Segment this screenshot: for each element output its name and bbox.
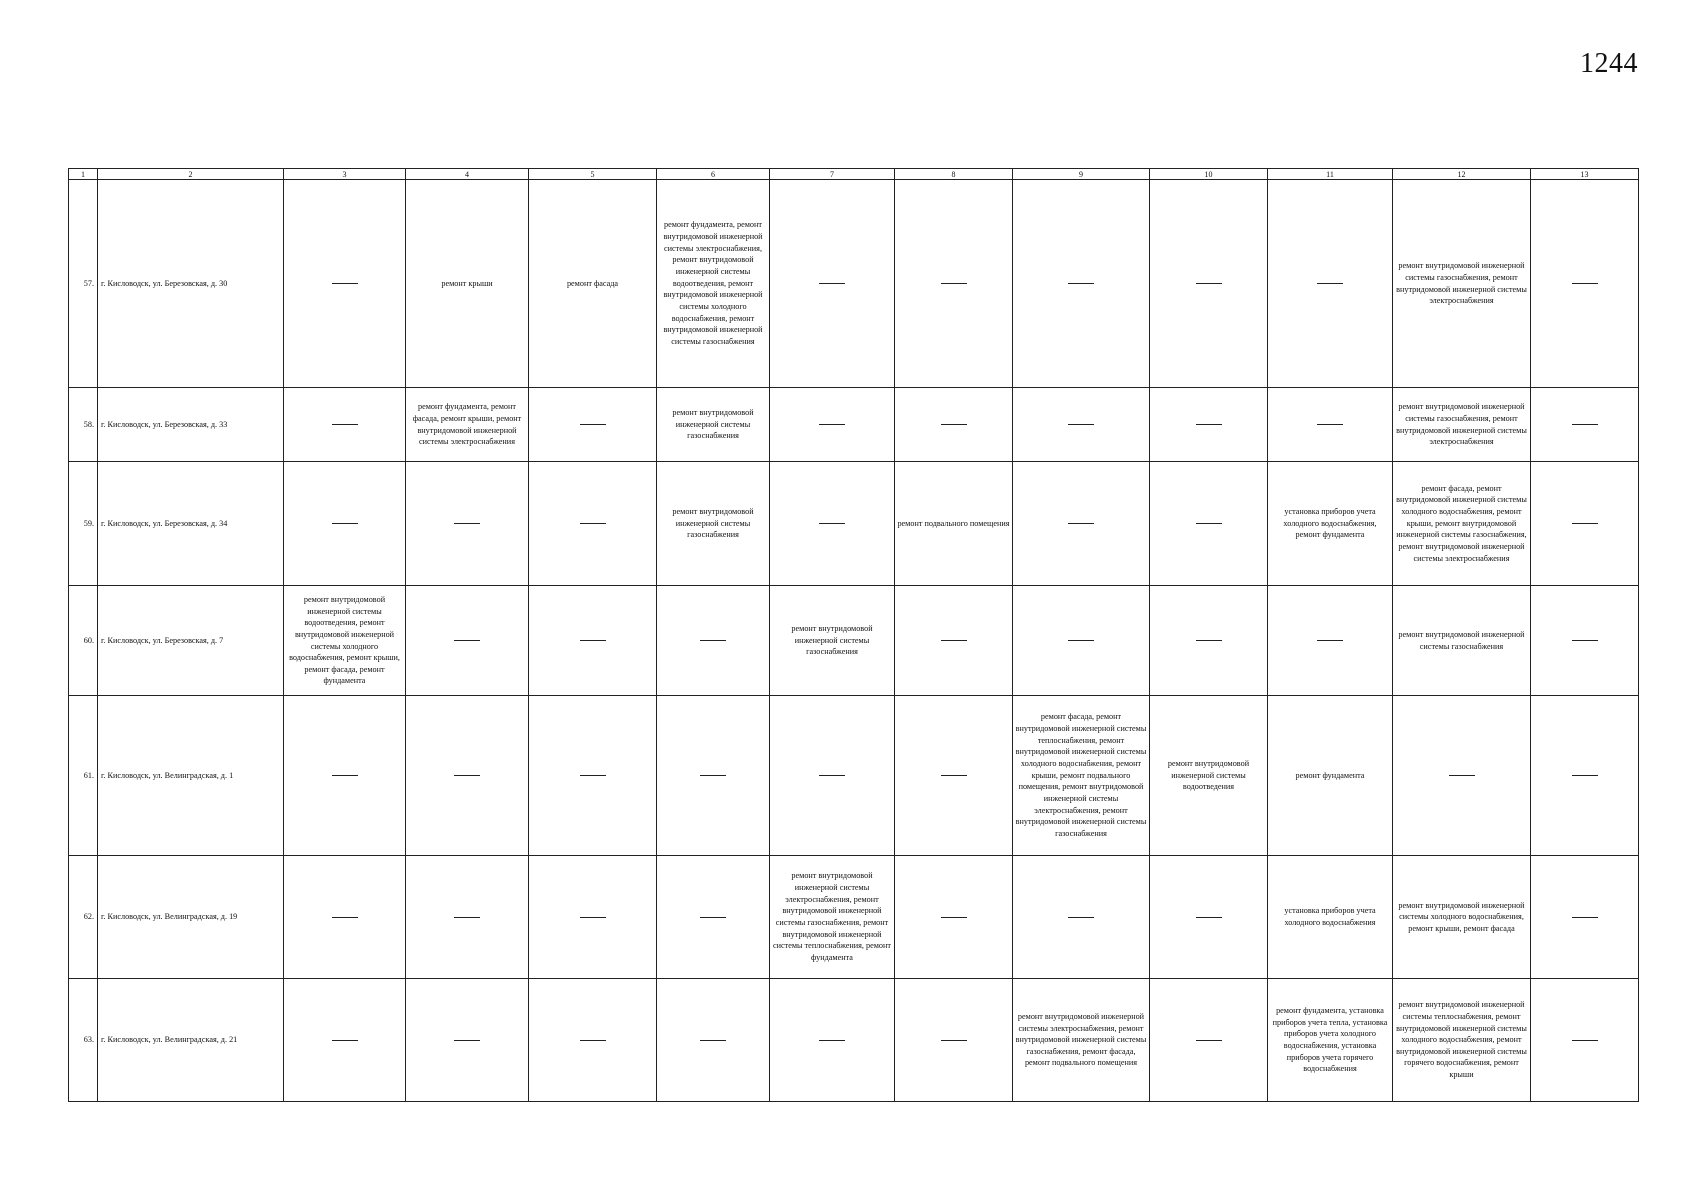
work-cell	[284, 979, 406, 1102]
work-cell: ремонт внутридомовой инженерной системы газоснабжения	[657, 388, 770, 462]
work-cell	[770, 462, 895, 586]
empty-dash	[941, 1040, 967, 1041]
column-header: 11	[1268, 169, 1393, 180]
empty-dash	[941, 775, 967, 776]
empty-dash	[941, 424, 967, 425]
work-cell	[284, 180, 406, 388]
work-cell	[1150, 388, 1268, 462]
empty-dash	[700, 917, 726, 918]
empty-dash	[580, 640, 606, 641]
work-cell	[895, 696, 1013, 856]
empty-dash	[700, 640, 726, 641]
work-cell	[770, 180, 895, 388]
column-header: 4	[406, 169, 529, 180]
work-cell	[1150, 856, 1268, 979]
empty-dash	[580, 523, 606, 524]
empty-dash	[580, 775, 606, 776]
empty-dash	[454, 917, 480, 918]
work-cell: ремонт внутридомовой инженерной системы электроснабжения, ремонт внутридомовой инженерной системы газоснабжения, ремонт внутридомовой инженерной системы теплоснабжения, ремонт фундамента	[770, 856, 895, 979]
table-row	[69, 180, 1639, 388]
work-cell	[1013, 586, 1150, 696]
row-number: 57.	[69, 180, 98, 388]
empty-dash	[332, 424, 358, 425]
work-cell	[284, 388, 406, 462]
column-number-row	[69, 169, 1639, 180]
work-cell	[284, 462, 406, 586]
work-cell	[284, 696, 406, 856]
work-cell	[529, 979, 657, 1102]
table-row	[69, 856, 1639, 979]
work-cell	[1013, 180, 1150, 388]
empty-dash	[332, 283, 358, 284]
empty-dash	[332, 775, 358, 776]
empty-dash	[1317, 640, 1343, 641]
work-cell: ремонт внутридомовой инженерной системы электроснабжения, ремонт внутридомовой инженерной системы газоснабжения, ремонт фасада, ремонт подвального помещения	[1013, 979, 1150, 1102]
address-cell: г. Кисловодск, ул. Березовская, д. 7	[98, 586, 284, 696]
work-cell: ремонт внутридомовой инженерной системы газоснабжения	[770, 586, 895, 696]
empty-dash	[454, 1040, 480, 1041]
work-cell: ремонт внутридомовой инженерной системы холодного водоснабжения, ремонт крыши, ремонт фасада	[1393, 856, 1531, 979]
work-cell	[895, 180, 1013, 388]
empty-dash	[1572, 1040, 1598, 1041]
work-cell	[529, 586, 657, 696]
work-cell: ремонт внутридомовой инженерной системы водоотведения, ремонт внутридомовой инженерной системы холодного водоснабжения, ремонт крыши, ремонт фасада, ремонт фундамента	[284, 586, 406, 696]
work-cell	[1393, 696, 1531, 856]
address-cell: г. Кисловодск, ул. Березовская, д. 34	[98, 462, 284, 586]
page-number: 1244	[1580, 48, 1638, 79]
address-cell: г. Кисловодск, ул. Березовская, д. 30	[98, 180, 284, 388]
empty-dash	[1572, 283, 1598, 284]
empty-dash	[1572, 640, 1598, 641]
empty-dash	[1068, 283, 1094, 284]
empty-dash	[1196, 523, 1222, 524]
work-cell	[657, 696, 770, 856]
work-cell	[770, 696, 895, 856]
work-cell: ремонт фундамента, установка приборов учета тепла, установка приборов учета холодного водоснабжения, установка приборов учета горячего водоснабжения	[1268, 979, 1393, 1102]
repair-schedule-table	[68, 168, 1639, 1102]
work-cell: ремонт подвального помещения	[895, 462, 1013, 586]
work-cell: установка приборов учета холодного водоснабжения	[1268, 856, 1393, 979]
work-cell	[770, 388, 895, 462]
empty-dash	[1196, 640, 1222, 641]
work-cell	[1531, 180, 1639, 388]
empty-dash	[1572, 523, 1598, 524]
row-number: 60.	[69, 586, 98, 696]
work-cell	[1013, 462, 1150, 586]
work-cell	[1531, 856, 1639, 979]
empty-dash	[1449, 775, 1475, 776]
work-cell	[1150, 180, 1268, 388]
empty-dash	[454, 775, 480, 776]
column-header: 3	[284, 169, 406, 180]
work-cell	[895, 388, 1013, 462]
work-cell	[1150, 979, 1268, 1102]
work-cell: ремонт фасада, ремонт внутридомовой инженерной системы теплоснабжения, ремонт внутридомовой инженерной системы холодного водоснабжения, ремонт крыши, ремонт подвального помещения, ремонт внутридомовой инженерной системы электроснабжения, ремонт внутридомовой инженерной системы газоснабжения	[1013, 696, 1150, 856]
column-header: 7	[770, 169, 895, 180]
empty-dash	[941, 283, 967, 284]
work-cell	[1013, 856, 1150, 979]
row-number: 61.	[69, 696, 98, 856]
work-cell: установка приборов учета холодного водоснабжения, ремонт фундамента	[1268, 462, 1393, 586]
column-header: 6	[657, 169, 770, 180]
work-cell	[1531, 388, 1639, 462]
empty-dash	[1317, 424, 1343, 425]
work-cell	[657, 979, 770, 1102]
column-header: 9	[1013, 169, 1150, 180]
work-cell	[1268, 586, 1393, 696]
column-header: 5	[529, 169, 657, 180]
work-cell	[1531, 586, 1639, 696]
work-cell: ремонт фундамента	[1268, 696, 1393, 856]
address-cell: г. Кисловодск, ул. Велинградская, д. 21	[98, 979, 284, 1102]
empty-dash	[941, 917, 967, 918]
work-cell: ремонт фундамента, ремонт фасада, ремонт крыши, ремонт внутридомовой инженерной системы электроснабжения	[406, 388, 529, 462]
empty-dash	[1196, 1040, 1222, 1041]
row-number: 62.	[69, 856, 98, 979]
work-cell	[1531, 462, 1639, 586]
empty-dash	[700, 1040, 726, 1041]
work-cell	[1531, 696, 1639, 856]
address-cell: г. Кисловодск, ул. Березовская, д. 33	[98, 388, 284, 462]
work-cell	[895, 979, 1013, 1102]
empty-dash	[580, 917, 606, 918]
empty-dash	[819, 283, 845, 284]
work-cell	[284, 856, 406, 979]
work-cell: ремонт внутридомовой инженерной системы водоотведения	[1150, 696, 1268, 856]
empty-dash	[454, 523, 480, 524]
empty-dash	[332, 917, 358, 918]
empty-dash	[941, 640, 967, 641]
empty-dash	[454, 640, 480, 641]
empty-dash	[1068, 424, 1094, 425]
work-cell	[1013, 388, 1150, 462]
column-header: 1	[69, 169, 98, 180]
table-row	[69, 462, 1639, 586]
table-row	[69, 979, 1639, 1102]
work-cell	[406, 856, 529, 979]
empty-dash	[580, 424, 606, 425]
empty-dash	[332, 1040, 358, 1041]
work-cell: ремонт фундамента, ремонт внутридомовой инженерной системы электроснабжения, ремонт внутридомовой инженерной системы водоотведения, ремонт внутридомовой инженерной системы холодного водоснабжения, ремонт внутридомовой инженерной системы газоснабжения	[657, 180, 770, 388]
table-row	[69, 586, 1639, 696]
empty-dash	[332, 523, 358, 524]
column-header: 8	[895, 169, 1013, 180]
work-cell: ремонт внутридомовой инженерной системы газоснабжения	[657, 462, 770, 586]
work-cell	[529, 388, 657, 462]
work-cell	[1268, 180, 1393, 388]
empty-dash	[819, 523, 845, 524]
column-header: 2	[98, 169, 284, 180]
work-cell	[406, 696, 529, 856]
work-cell: ремонт внутридомовой инженерной системы газоснабжения	[1393, 586, 1531, 696]
work-cell	[770, 979, 895, 1102]
empty-dash	[1068, 917, 1094, 918]
row-number: 63.	[69, 979, 98, 1102]
empty-dash	[1572, 917, 1598, 918]
empty-dash	[1196, 283, 1222, 284]
work-cell: ремонт внутридомовой инженерной системы газоснабжения, ремонт внутридомовой инженерной системы электроснабжения	[1393, 388, 1531, 462]
column-header: 13	[1531, 169, 1639, 180]
work-cell: ремонт внутридомовой инженерной системы теплоснабжения, ремонт внутридомовой инженерной системы холодного водоснабжения, ремонт внутридомовой инженерной системы горячего водоснабжения, ремонт крыши	[1393, 979, 1531, 1102]
row-number: 59.	[69, 462, 98, 586]
empty-dash	[1068, 640, 1094, 641]
empty-dash	[1196, 917, 1222, 918]
work-cell	[1268, 388, 1393, 462]
empty-dash	[1068, 523, 1094, 524]
column-header: 10	[1150, 169, 1268, 180]
work-cell	[406, 586, 529, 696]
address-cell: г. Кисловодск, ул. Велинградская, д. 1	[98, 696, 284, 856]
table-row	[69, 696, 1639, 856]
work-cell	[1531, 979, 1639, 1102]
work-cell	[657, 856, 770, 979]
work-cell: ремонт крыши	[406, 180, 529, 388]
work-cell	[529, 696, 657, 856]
table-row	[69, 388, 1639, 462]
empty-dash	[819, 424, 845, 425]
row-number: 58.	[69, 388, 98, 462]
empty-dash	[1196, 424, 1222, 425]
empty-dash	[1572, 775, 1598, 776]
work-cell: ремонт внутридомовой инженерной системы газоснабжения, ремонт внутридомовой инженерной системы электроснабжения	[1393, 180, 1531, 388]
empty-dash	[1572, 424, 1598, 425]
work-cell	[657, 586, 770, 696]
work-cell: ремонт фасада, ремонт внутридомовой инженерной системы холодного водоснабжения, ремонт крыши, ремонт внутридомовой инженерной системы газоснабжения, ремонт внутридомовой инженерной системы электроснабжения	[1393, 462, 1531, 586]
work-cell	[529, 462, 657, 586]
empty-dash	[580, 1040, 606, 1041]
empty-dash	[1317, 283, 1343, 284]
work-cell	[1150, 586, 1268, 696]
work-cell	[406, 462, 529, 586]
work-cell	[895, 586, 1013, 696]
empty-dash	[700, 775, 726, 776]
column-header: 12	[1393, 169, 1531, 180]
work-cell	[895, 856, 1013, 979]
work-cell: ремонт фасада	[529, 180, 657, 388]
work-cell	[529, 856, 657, 979]
empty-dash	[819, 1040, 845, 1041]
empty-dash	[819, 775, 845, 776]
address-cell: г. Кисловодск, ул. Велинградская, д. 19	[98, 856, 284, 979]
work-cell	[406, 979, 529, 1102]
work-cell	[1150, 462, 1268, 586]
